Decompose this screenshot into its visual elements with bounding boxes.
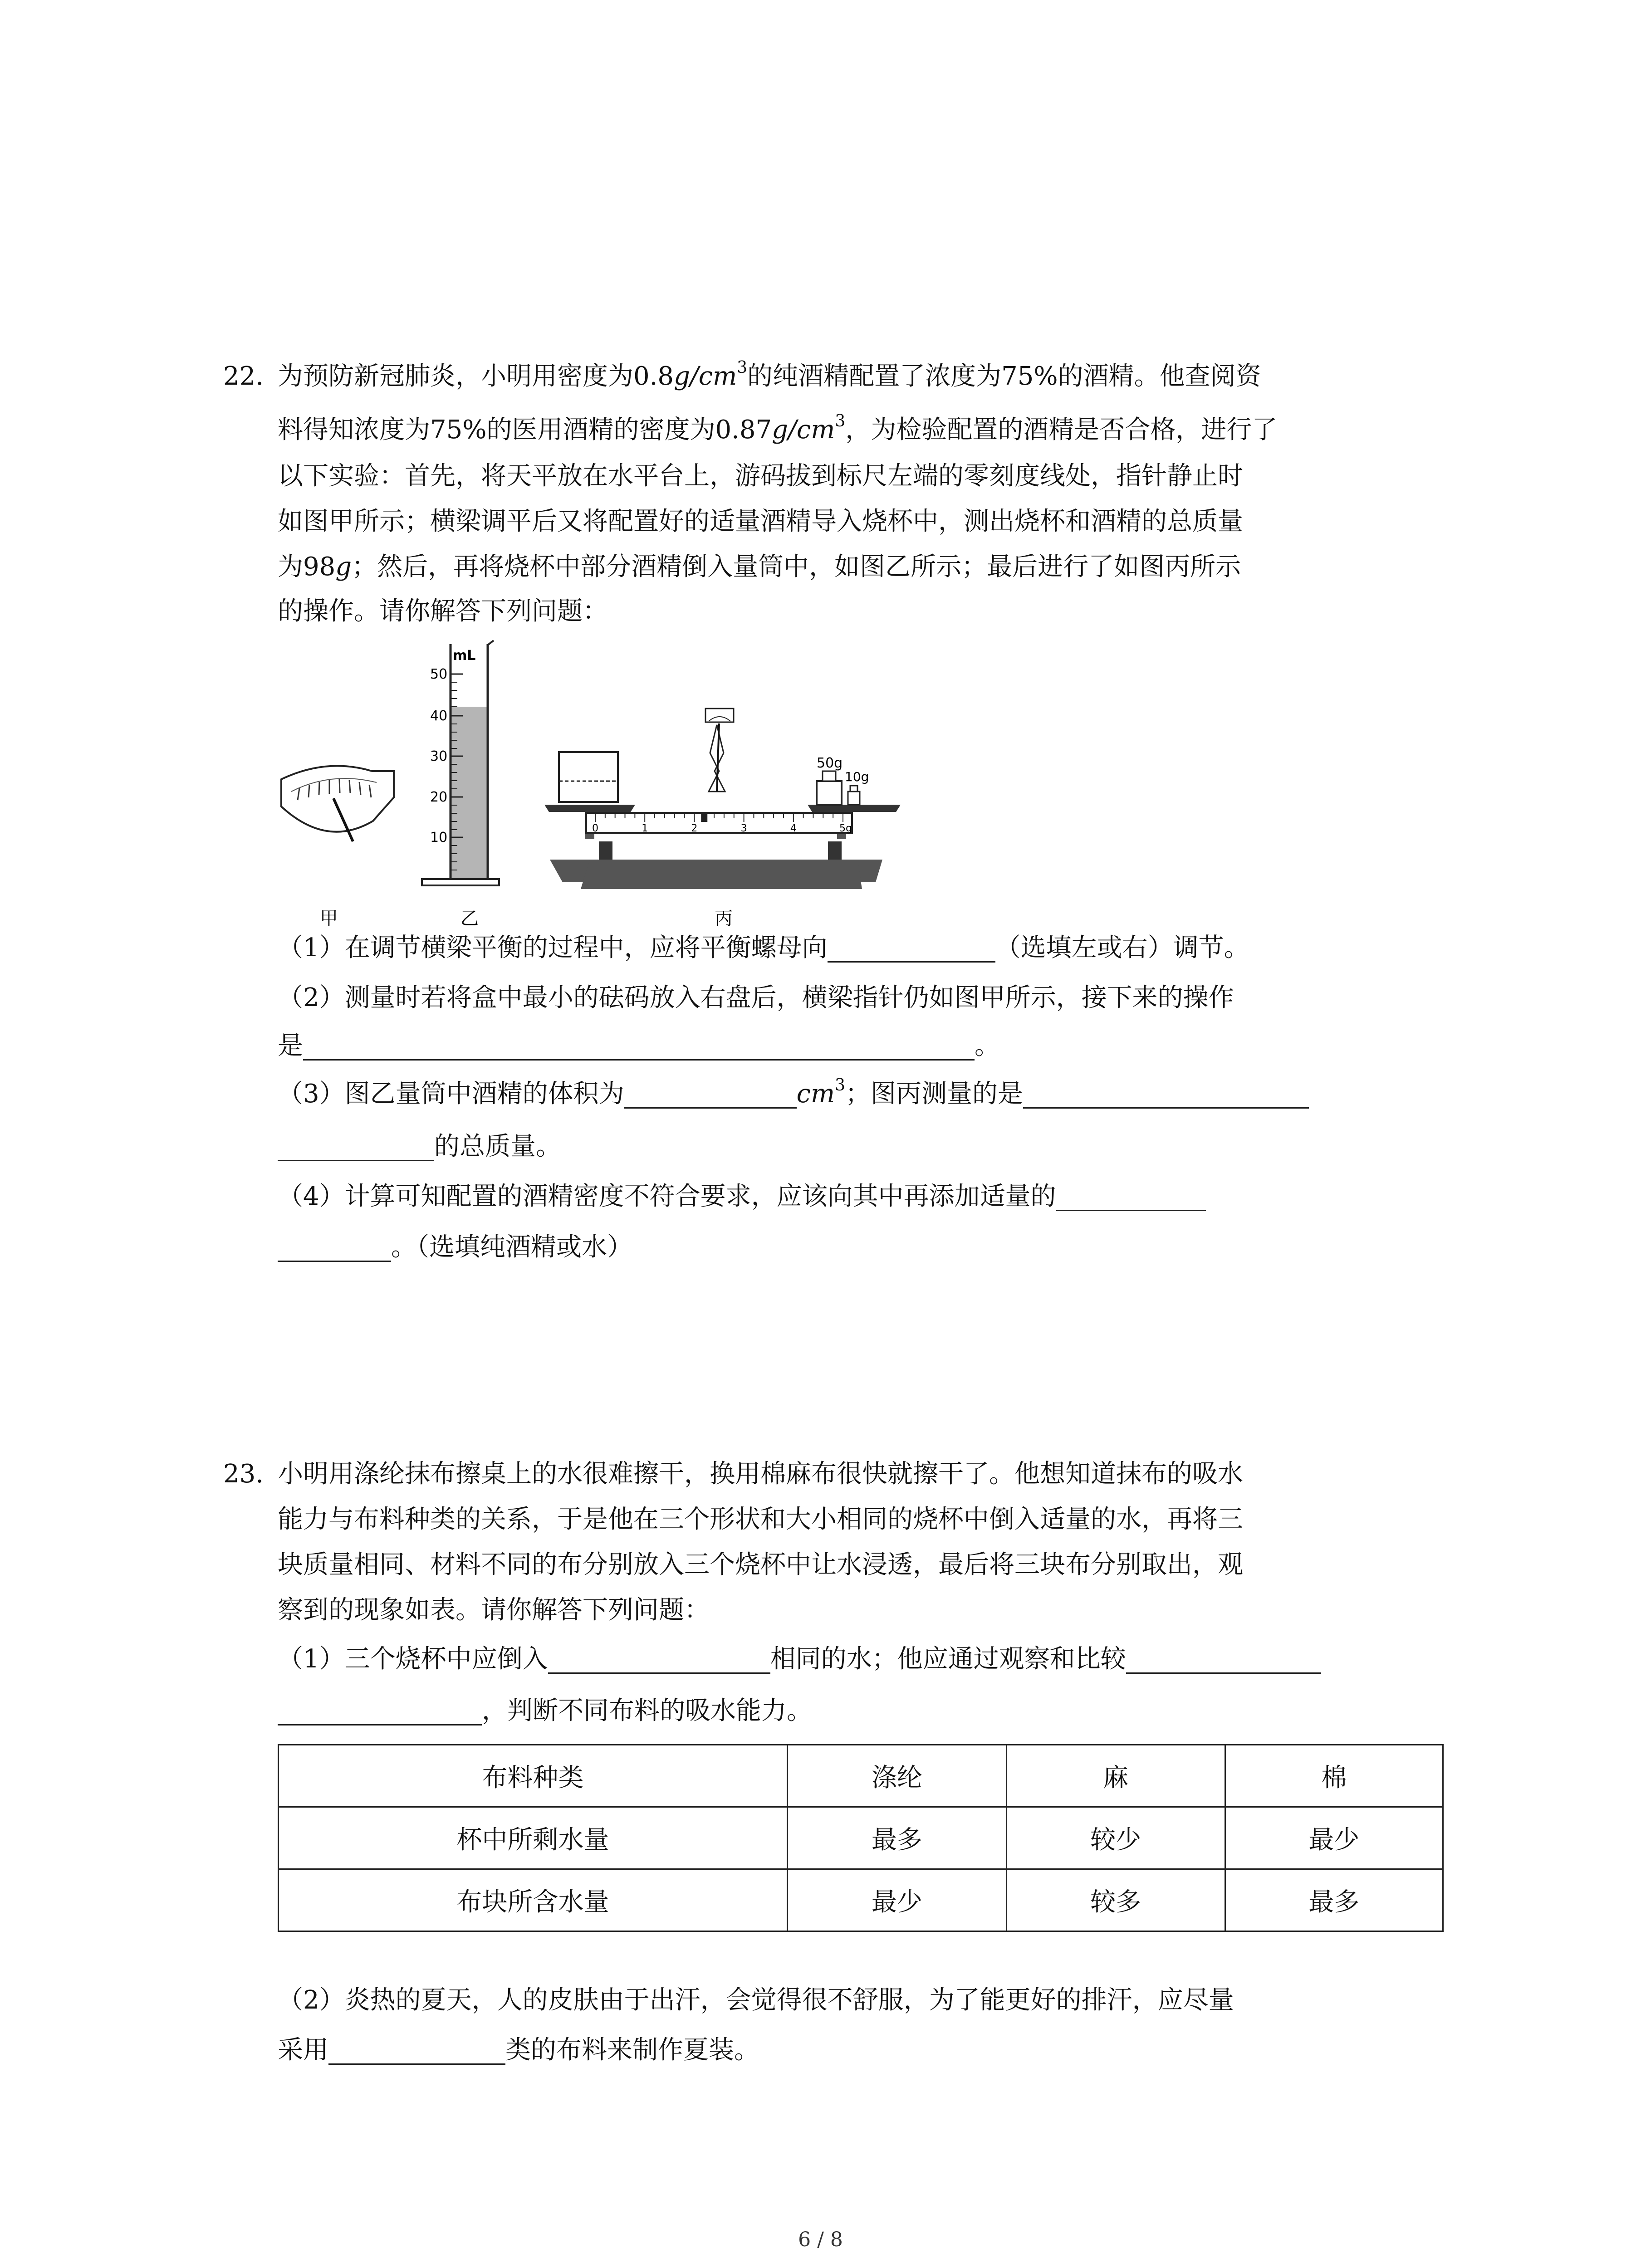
table-cell: 杯中所剩水量 xyxy=(279,1807,788,1869)
q22-line-4: 如图甲所示；横梁调平后又将配置好的适量酒精导入烧杯中，测出烧杯和酒精的总质量 xyxy=(278,507,1243,536)
answer-blank-1[interactable] xyxy=(828,933,995,963)
table-header-cell: 涤纶 xyxy=(787,1745,1006,1807)
pointer-dial-figure xyxy=(281,766,394,841)
answer-blank-8[interactable] xyxy=(328,2035,505,2065)
scale-tick-0: 0 xyxy=(592,823,598,834)
table-cell: 较多 xyxy=(1007,1869,1225,1931)
table-cell: 布块所含水量 xyxy=(279,1869,788,1931)
q22-sub-4: （4）计算可知配置的酒精密度不符合要求，应该向其中再添加适量的 xyxy=(278,1174,1206,1219)
question-22-number: 22. xyxy=(223,362,264,391)
q22-sub-3: （3）图乙量筒中酒精的体积为 $cm^3$；图丙测量的是 xyxy=(278,1071,1309,1117)
table-header-cell: 布料种类 xyxy=(279,1745,788,1807)
q22-line-5: 为98g；然后，再将烧杯中部分酒精倒入量筒中，如图乙所示；最后进行了如图丙所示 xyxy=(278,552,1241,582)
answer-blank-3[interactable] xyxy=(624,1079,797,1109)
table-cell: 较少 xyxy=(1007,1807,1225,1869)
q23-line-1: 小明用涤纶抹布擦桌上的水很难擦干，换用棉麻布很快就擦干了。他想知道抹布的吸水 xyxy=(278,1459,1243,1489)
table-cell: 最少 xyxy=(787,1869,1006,1931)
cylinder-tick-10: 10 xyxy=(430,830,448,846)
table-cell: 最多 xyxy=(787,1807,1006,1869)
weight-10g-label: 10g xyxy=(845,769,869,784)
cylinder-tick-20: 20 xyxy=(430,789,448,805)
table-row xyxy=(279,1807,1443,1869)
cylinder-tick-50: 50 xyxy=(430,666,448,682)
q23-sub-1: （1）三个烧杯中应倒入 相同的水；他应通过观察和比较 xyxy=(278,1637,1321,1682)
balance-figure xyxy=(544,709,901,889)
cloth-absorption-table xyxy=(278,1744,1444,1932)
scale-tick-3: 3 xyxy=(740,823,747,834)
q22-figure xyxy=(272,635,916,934)
answer-blank-7b[interactable] xyxy=(278,1696,482,1725)
page-number: 6 / 8 xyxy=(798,2228,843,2251)
q22-line-1: 为预防新冠肺炎，小明用密度为$0.8g/cm^3$的纯酒精配置了浓度为75%的酒精。他查阅资 xyxy=(278,358,1261,391)
cylinder-unit-label: mL xyxy=(453,648,476,664)
figure-label-yi: 乙 xyxy=(460,908,479,929)
cylinder-tick-40: 40 xyxy=(430,708,448,724)
q22-line-6: 的操作。请你解答下列问题： xyxy=(278,596,608,626)
q23-sub-2-cont: 采用 类的布料来制作夏装。 xyxy=(278,2035,759,2065)
scale-tick-5: 5g xyxy=(839,823,852,834)
table-cell: 最少 xyxy=(1225,1807,1443,1869)
dial-needle xyxy=(333,798,353,841)
table-header-cell: 麻 xyxy=(1007,1745,1225,1807)
q23-sub-1-cont: ，判断不同布料的吸水能力。 xyxy=(278,1688,812,1734)
q22-sub-3-cont: 的总质量。 xyxy=(278,1124,561,1169)
q22-line-3: 以下实验：首先，将天平放在水平台上，游码拔到标尺左端的零刻度线处，指针静止时 xyxy=(278,461,1243,491)
figure-label-bing: 丙 xyxy=(715,908,733,929)
table-header-cell: 棉 xyxy=(1225,1745,1443,1807)
answer-blank-5b[interactable] xyxy=(278,1232,391,1262)
answer-blank-4a[interactable] xyxy=(1023,1079,1309,1109)
q22-sub-2-cont: 是 。 xyxy=(278,1031,1000,1061)
weight-50g-label: 50g xyxy=(817,755,843,771)
q22-line-2: 料得知浓度为75%的医用酒精的密度为$0.87g/cm^3$，为检验配置的酒精是否合格，进行了 xyxy=(278,412,1278,445)
table-header-row xyxy=(279,1745,1443,1807)
scale-tick-1: 1 xyxy=(642,823,648,834)
measuring-cylinder-figure xyxy=(422,640,499,885)
q22-sub-2: （2）测量时若将盒中最小的砝码放入右盘后，横梁指针仍如图甲所示，接下来的操作 xyxy=(278,983,1234,1012)
scale-tick-4: 4 xyxy=(790,823,797,834)
q22-sub-4-cont: 。（选填纯酒精或水） xyxy=(278,1225,632,1270)
figure-label-jia: 甲 xyxy=(320,908,338,929)
scale-rider xyxy=(701,813,707,822)
scale-tick-2: 2 xyxy=(691,823,698,834)
answer-blank-7a[interactable] xyxy=(1126,1644,1321,1674)
q23-line-2: 能力与布料种类的关系，于是他在三个形状和大小相同的烧杯中倒入适量的水，再将三 xyxy=(278,1505,1243,1534)
table-row xyxy=(279,1869,1443,1931)
answer-blank-2[interactable] xyxy=(303,1031,975,1061)
cylinder-tick-30: 30 xyxy=(430,748,448,764)
q23-line-3: 块质量相同、材料不同的布分别放入三个烧杯中让水浸透，最后将三块布分别取出，观 xyxy=(278,1550,1243,1579)
q23-line-4: 察到的现象如表。请你解答下列问题： xyxy=(278,1595,710,1625)
answer-blank-4b[interactable] xyxy=(278,1132,434,1161)
answer-blank-5a[interactable] xyxy=(1056,1182,1206,1211)
q22-sub-1: （1）在调节横梁平衡的过程中，应将平衡螺母向 （选填左或右）调节。 xyxy=(278,933,1249,963)
q23-sub-2: （2）炎热的夏天，人的皮肤由于出汗，会觉得很不舒服，为了能更好的排汗，应尽量 xyxy=(278,1985,1234,2015)
answer-blank-6[interactable] xyxy=(548,1644,770,1674)
table-cell: 最多 xyxy=(1225,1869,1443,1931)
question-23-number: 23. xyxy=(223,1459,264,1489)
